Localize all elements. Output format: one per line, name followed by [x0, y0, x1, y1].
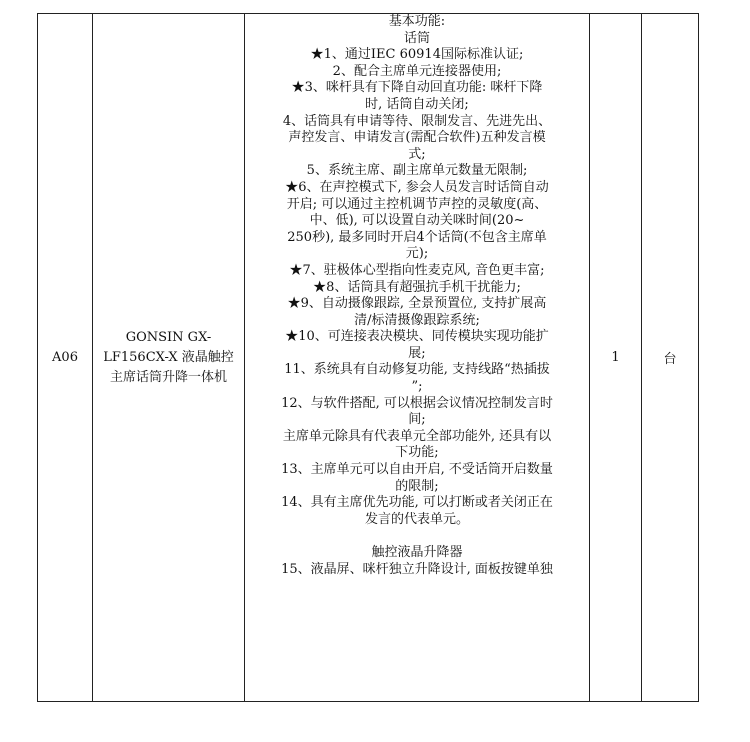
- description-line: 11、系统具有自动修复功能, 支持线路“热插拔: [284, 362, 550, 378]
- description-line: 话筒: [403, 30, 430, 46]
- description-line: 主席单元除具有代表单元全部功能外, 还具有以: [282, 428, 552, 444]
- description-line: 清/标清摄像跟踪系统;: [354, 312, 480, 328]
- description-line: 的限制;: [395, 478, 439, 494]
- description-line: [248, 528, 586, 545]
- description-line: ”;: [411, 379, 423, 395]
- spec-table: [37, 13, 699, 702]
- description-cell: [245, 14, 590, 701]
- item-quantity: 1: [611, 350, 620, 365]
- description-line: 下功能;: [395, 445, 439, 461]
- description-line: 声控发言、申请发言(需配合软件)五种发言模: [288, 130, 546, 146]
- description-line: ★10、可连接表决模块、同传模块实现功能扩: [285, 329, 549, 345]
- item-unit: 台: [663, 352, 677, 367]
- description-line: 12、与软件搭配, 可以根据会议情况控制发言时: [281, 395, 553, 411]
- description-line: 15、液晶屏、咪杆独立升降设计, 面板按键单独: [281, 561, 553, 577]
- description-line: 间;: [408, 412, 426, 428]
- model-cell: [93, 14, 245, 701]
- description-line: 13、主席单元可以自由开启, 不受话筒开启数量: [281, 462, 553, 478]
- description-line: 4、话筒具有申请等待、限制发言、先进先出、: [282, 113, 552, 129]
- description-line: ★6、在声控模式下, 参会人员发言时话筒自动: [285, 179, 549, 195]
- quantity-cell: [590, 14, 642, 701]
- unit-cell: [642, 14, 698, 701]
- description-line: 2、配合主席单元连接器使用;: [332, 63, 502, 79]
- description-line: 基本功能:: [388, 14, 446, 29]
- description-line: ★3、咪杆具有下降自动回直功能: 咪杆下降: [291, 80, 543, 96]
- description-line: 元);: [405, 246, 429, 262]
- description-line: 250秒), 最多同时开启4个话筒(不包含主席单: [287, 229, 547, 245]
- description-line: ★1、通过IEC 60914国际标准认证;: [310, 47, 524, 63]
- description-line: 发言的代表单元。: [364, 511, 469, 527]
- description-line: 展;: [408, 345, 426, 361]
- description-line: 14、具有主席优先功能, 可以打断或者关闭正在: [281, 495, 553, 511]
- item-model: GONSIN GX-LF156CX-X 液晶触控主席话筒升降一体机: [103, 329, 234, 385]
- description-line: 式;: [408, 146, 426, 162]
- description-line: 5、系统主席、副主席单元数量无限制;: [306, 163, 528, 179]
- item-code: A06: [52, 350, 78, 365]
- description-line: ★9、自动摄像跟踪, 全景预置位, 支持扩展高: [287, 296, 547, 312]
- code-cell: [38, 14, 93, 701]
- description-line: ★7、驻极体心型指向性麦克风, 音色更丰富;: [289, 262, 545, 278]
- description-text: [245, 14, 589, 701]
- description-line: ★8、话筒具有超强抗手机干扰能力;: [313, 279, 521, 295]
- description-line: 时, 话筒自动关闭;: [365, 96, 469, 112]
- description-line: 触控液晶升降器: [371, 545, 463, 560]
- description-line: 中、低), 可以设置自动关咪时间(20~: [309, 213, 525, 229]
- description-line: 开启; 可以通过主控机调节声控的灵敏度(高、: [286, 196, 548, 212]
